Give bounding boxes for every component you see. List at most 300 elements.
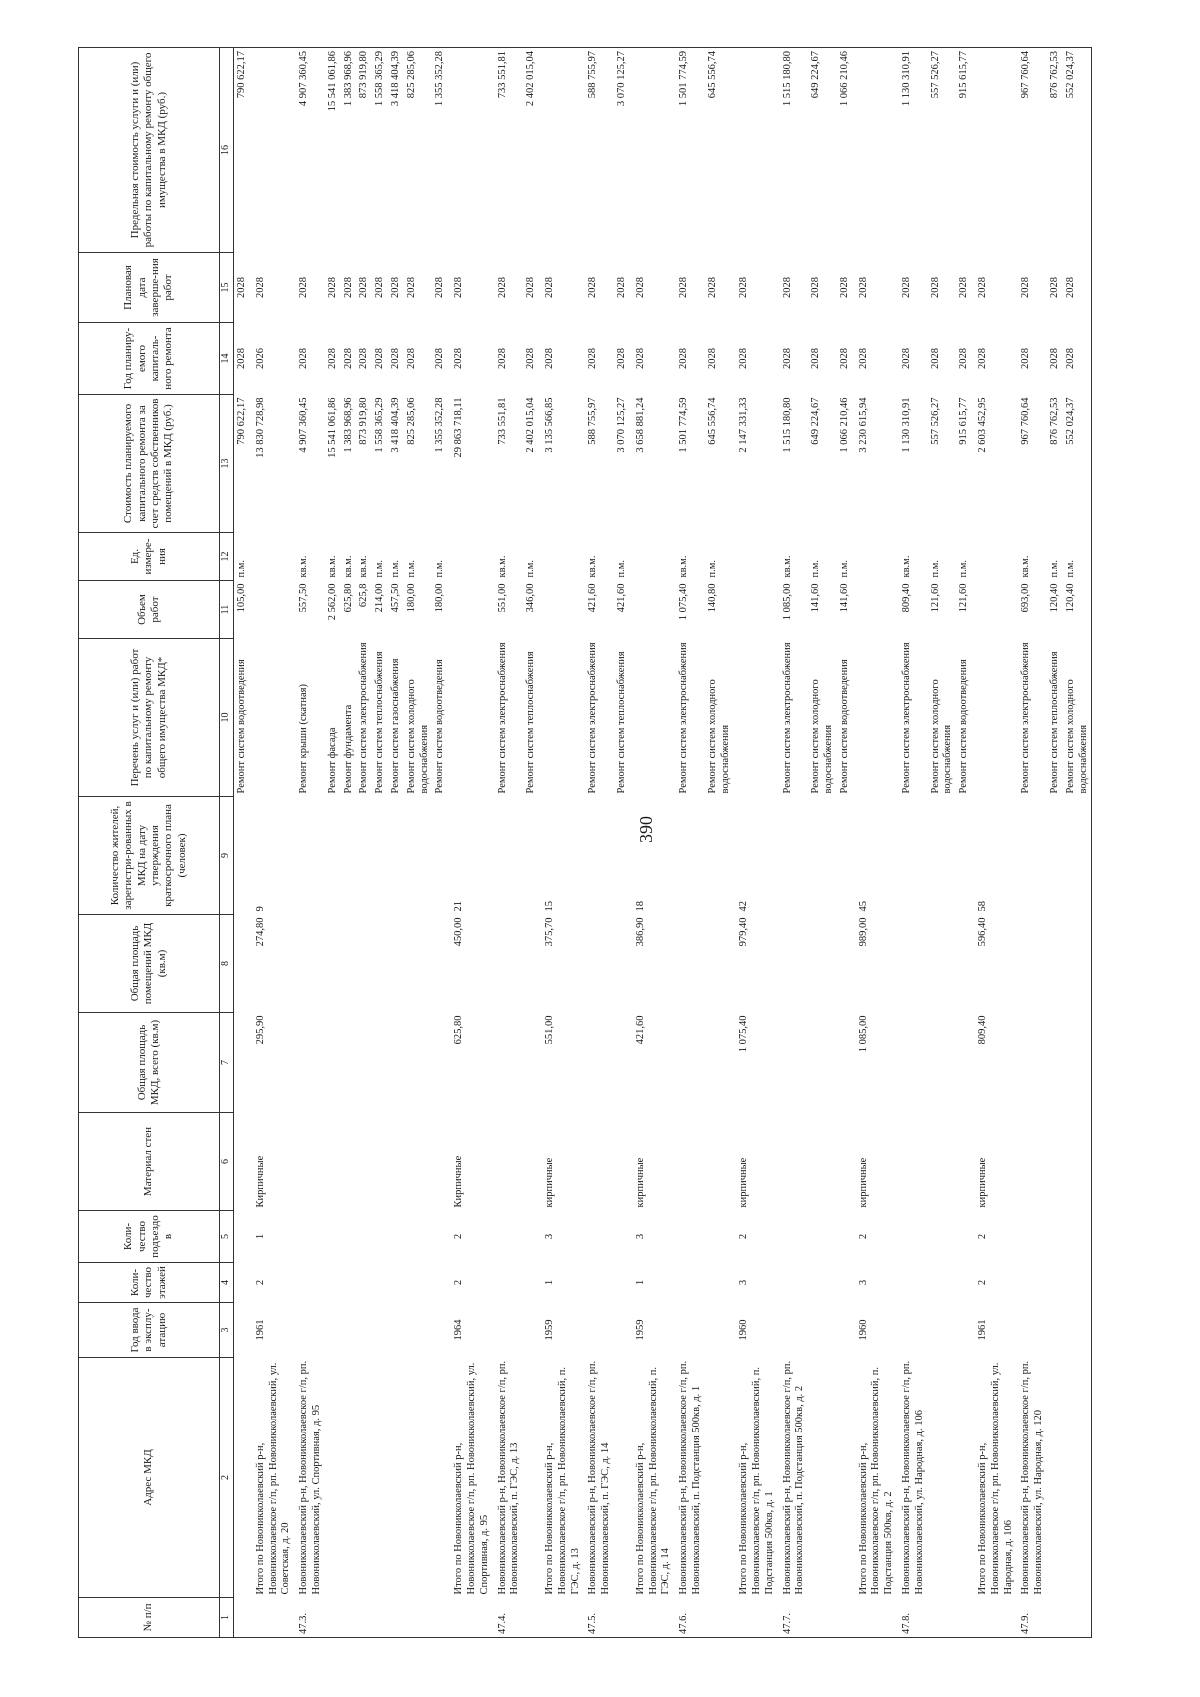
volume-cell: 121,60	[929, 583, 941, 613]
row-number	[250, 1598, 294, 1638]
total-area-cell	[778, 1013, 809, 1113]
building-row	[674, 48, 705, 1638]
work-type-cell: Ремонт систем водоотведения	[434, 659, 446, 794]
total-area-cell	[341, 1013, 357, 1113]
premises-area-cell	[583, 915, 614, 1013]
header-cell-volume: Объем работ	[79, 581, 220, 639]
repair-year-cell: 2028	[738, 348, 750, 369]
premises-area-cell: 450,00	[453, 917, 465, 947]
address-cell	[523, 1358, 539, 1598]
wall-material-cell	[356, 1113, 372, 1211]
end-date-cell: 2028	[678, 277, 690, 298]
end-date-cell: 2028	[254, 277, 266, 298]
repair-year-cell: 2028	[958, 348, 970, 369]
row-number: 47.9.	[1016, 1598, 1047, 1638]
residents-cell	[897, 797, 928, 915]
year-cell	[372, 1303, 388, 1358]
entrances-cell	[341, 1211, 357, 1263]
year-cell	[341, 1303, 357, 1358]
row-number: 47.5.	[583, 1598, 614, 1638]
total-area-cell	[356, 1013, 372, 1113]
volume-cell: 121,60	[958, 583, 970, 613]
volume-cell: 2 562,00	[326, 583, 338, 621]
year-cell	[404, 1303, 433, 1358]
wall-material-cell	[234, 1113, 250, 1211]
residents-cell	[614, 797, 630, 915]
floors-cell: 2	[977, 1279, 989, 1286]
work-type-cell: Ремонт систем холодного водоснабжения	[1063, 639, 1092, 797]
column-number: 3	[220, 1303, 234, 1358]
building-row	[897, 48, 928, 1638]
work-row	[404, 48, 433, 1638]
end-date-cell: 2028	[326, 277, 338, 298]
column-number: 13	[220, 395, 234, 533]
row-number	[733, 1598, 777, 1638]
floors-cell: 1	[543, 1279, 555, 1286]
address-cell: Новоникколаевский р-н, Новоникколаевское г/п, рп. Новоникколаевский, п. ГЭС, д. 14	[587, 1360, 612, 1595]
work-type-cell: Ремонт систем холодного водоснабжения	[405, 679, 430, 794]
residents-cell	[1016, 797, 1047, 915]
premises-area-cell	[1047, 915, 1063, 1013]
total-area-cell	[325, 1013, 341, 1113]
limit-cost-cell: 967 760,64	[1016, 48, 1047, 253]
wall-material-cell: Кирпичные	[453, 1155, 465, 1208]
premises-area-cell	[614, 915, 630, 1013]
limit-cost-cell: 790 622,17	[234, 48, 250, 253]
cost-cell: 967 760,64	[1020, 397, 1032, 445]
end-date-cell: 2028	[929, 277, 941, 298]
year-cell: 1961	[254, 1319, 266, 1341]
limit-cost-cell: 3 418 404,39	[388, 48, 404, 253]
cost-cell: 876 762,53	[1049, 397, 1061, 445]
work-row	[432, 48, 448, 1638]
repair-year-cell: 2028	[342, 348, 354, 369]
end-date-cell: 2028	[958, 277, 970, 298]
address-cell	[404, 1358, 433, 1598]
volume-cell	[733, 581, 777, 639]
entrances-cell: 2	[977, 1233, 989, 1240]
work-type-cell	[733, 639, 777, 797]
unit-cell: кв.м.	[342, 555, 354, 578]
floors-cell: 2	[453, 1279, 465, 1286]
year-cell	[432, 1303, 448, 1358]
row-number	[388, 1598, 404, 1638]
cost-cell: 15 541 061,86	[326, 397, 338, 458]
premises-area-cell: 979,40	[738, 917, 750, 947]
premises-area-cell	[234, 915, 250, 1013]
cost-cell: 588 755,97	[587, 397, 599, 445]
row-number	[404, 1598, 433, 1638]
address-cell: Итого по Новоникколаевский р-н, Новоникколаевское г/п, рп. Новоникколаевский, ул. Советская, д. 20	[254, 1362, 292, 1595]
row-number: 47.3.	[294, 1598, 325, 1638]
limit-cost-cell: 733 551,81	[493, 48, 524, 253]
residents-cell	[705, 797, 734, 915]
unit-cell: п.м.	[838, 559, 850, 578]
work-row	[837, 48, 853, 1638]
total-area-cell: 625,80	[453, 1015, 465, 1045]
end-date-cell: 2028	[857, 277, 869, 298]
limit-cost-cell: 1 130 310,91	[897, 48, 928, 253]
repair-year-cell: 2028	[678, 348, 690, 369]
end-date-cell: 2028	[405, 277, 417, 298]
header-cell-address: Адрес МКД	[79, 1358, 220, 1598]
volume-cell	[972, 581, 1016, 639]
end-date-cell: 2028	[781, 277, 793, 298]
wall-material-cell	[341, 1113, 357, 1211]
repair-year-cell: 2028	[496, 348, 508, 369]
unit-cell	[539, 533, 583, 581]
header-cell-limit-cost: Предельная стоимость услуги и (или) работы по капитальному ремонту общего имущества в МКД (руб.)	[79, 48, 220, 253]
column-number: 6	[220, 1113, 234, 1211]
floors-cell	[674, 1263, 705, 1303]
limit-cost-cell: 825 285,06	[404, 48, 433, 253]
limit-cost-cell: 1 558 365,29	[372, 48, 388, 253]
cost-cell: 1 355 352,28	[434, 397, 446, 453]
residents-cell	[404, 797, 433, 915]
limit-cost-cell	[853, 48, 897, 253]
total-area-cell	[294, 1013, 325, 1113]
residents-cell: 58	[977, 901, 989, 912]
column-number: 7	[220, 1013, 234, 1113]
row-number	[325, 1598, 341, 1638]
year-cell	[614, 1303, 630, 1358]
work-type-cell: Ремонт систем водоотведения	[958, 659, 970, 794]
cost-cell: 2 402 015,04	[525, 397, 537, 453]
column-number: 8	[220, 915, 234, 1013]
volume-cell	[630, 581, 674, 639]
unit-cell: п.м.	[374, 559, 386, 578]
floors-cell	[837, 1263, 853, 1303]
row-number	[1063, 1598, 1092, 1638]
year-cell	[493, 1303, 524, 1358]
floors-cell	[614, 1263, 630, 1303]
end-date-cell: 2028	[615, 277, 627, 298]
total-area-cell	[372, 1013, 388, 1113]
cost-cell: 3 658 881,24	[634, 397, 646, 453]
column-number: 14	[220, 323, 234, 395]
entrances-cell	[1016, 1211, 1047, 1263]
repair-year-cell: 2028	[857, 348, 869, 369]
row-number	[341, 1598, 357, 1638]
page-number: 390	[636, 816, 656, 843]
end-date-cell: 2028	[543, 277, 555, 298]
cost-cell: 645 556,74	[706, 397, 718, 445]
volume-cell	[448, 581, 492, 639]
entrances-cell	[674, 1211, 705, 1263]
address-cell: Новоникколаевский р-н, Новоникколаевское г/п, рп. Новоникколаевский, ул. Спортивная, д. 95	[298, 1360, 322, 1595]
floors-cell	[778, 1263, 809, 1303]
floors-cell	[897, 1263, 928, 1303]
address-cell: Новоникколаевский р-н, Новоникколаевское г/п, рп. Новоникколаевский, ул. Народная, д. 106	[901, 1360, 925, 1595]
wall-material-cell	[705, 1113, 734, 1211]
wall-material-cell: кирпичные	[857, 1157, 869, 1208]
work-row	[928, 48, 957, 1638]
limit-cost-cell: 4 907 360,45	[294, 48, 325, 253]
cost-cell: 915 615,77	[958, 397, 970, 445]
residents-cell: 45	[857, 901, 869, 912]
volume-cell: 214,00	[374, 583, 386, 613]
total-area-cell	[388, 1013, 404, 1113]
address-cell	[234, 1358, 250, 1598]
wall-material-cell	[778, 1113, 809, 1211]
column-number: 16	[220, 48, 234, 253]
floors-cell: 3	[857, 1279, 869, 1286]
wall-material-cell	[372, 1113, 388, 1211]
work-row	[234, 48, 250, 1638]
end-date-cell: 2028	[342, 277, 354, 298]
address-cell	[1063, 1358, 1092, 1598]
entrances-cell: 3	[634, 1233, 646, 1240]
row-number	[614, 1598, 630, 1638]
premises-area-cell	[837, 915, 853, 1013]
cost-cell: 557 526,27	[929, 397, 941, 445]
work-row	[523, 48, 539, 1638]
row-number	[837, 1598, 853, 1638]
residents-cell	[432, 797, 448, 915]
wall-material-cell	[432, 1113, 448, 1211]
repair-year-cell: 2028	[977, 348, 989, 369]
volume-cell: 346,00	[525, 583, 537, 613]
premises-area-cell: 274,80	[254, 917, 266, 947]
column-number-row	[220, 48, 234, 1638]
total-area-cell	[956, 1013, 972, 1113]
repair-year-cell: 2028	[374, 348, 386, 369]
total-area-cell: 421,60	[634, 1015, 646, 1045]
work-type-cell	[448, 639, 492, 797]
volume-cell: 141,60	[810, 583, 822, 613]
total-area-cell: 551,00	[543, 1015, 555, 1045]
work-type-cell: Ремонт систем электроснабжения	[1020, 642, 1032, 794]
address-cell: Итого по Новоникколаевский р-н, Новоникколаевское г/п, рп. Новоникколаевский, ул. Спортивная, д. 95	[453, 1362, 490, 1595]
limit-cost-cell: 1 501 774,59	[674, 48, 705, 253]
wall-material-cell: кирпичные	[977, 1157, 989, 1208]
unit-cell: п.м.	[236, 559, 247, 578]
year-cell: 1960	[738, 1319, 750, 1341]
volume-cell: 180,00	[434, 583, 446, 613]
entrances-cell	[1063, 1211, 1092, 1263]
volume-cell: 180,00	[405, 583, 417, 613]
residents-cell	[928, 797, 957, 915]
year-cell: 1964	[453, 1319, 465, 1341]
end-date-cell: 2028	[810, 277, 822, 298]
limit-cost-cell: 1 515 180,80	[778, 48, 809, 253]
unit-cell: кв.м.	[901, 555, 913, 578]
wall-material-cell	[583, 1113, 614, 1211]
limit-cost-cell: 649 224,67	[808, 48, 837, 253]
total-area-cell	[583, 1013, 614, 1113]
column-number: 2	[220, 1358, 234, 1598]
premises-area-cell	[325, 915, 341, 1013]
address-cell	[372, 1358, 388, 1598]
end-date-cell: 2028	[1020, 277, 1032, 298]
year-cell	[837, 1303, 853, 1358]
work-type-cell: Ремонт систем электроснабжения	[587, 642, 599, 794]
unit-cell	[853, 533, 897, 581]
premises-area-cell	[388, 915, 404, 1013]
cost-cell: 3 070 125,27	[615, 397, 627, 453]
unit-cell: кв.м.	[1020, 555, 1032, 578]
residents-cell: 18	[634, 901, 646, 912]
work-type-cell: Ремонт систем электроснабжения	[781, 642, 793, 794]
cost-cell: 649 224,67	[810, 397, 822, 445]
volume-cell: 140,80	[706, 583, 718, 613]
wall-material-cell: Кирпичные	[254, 1155, 266, 1208]
premises-area-cell: 596,40	[977, 917, 989, 947]
premises-area-cell: 375,70	[543, 917, 555, 947]
work-type-cell: Ремонт систем электроснабжения	[678, 642, 690, 794]
volume-cell: 551,00	[496, 583, 508, 613]
end-date-cell: 2028	[587, 277, 599, 298]
wall-material-cell	[388, 1113, 404, 1211]
unit-cell: п.м.	[706, 559, 718, 578]
cost-cell: 825 285,06	[405, 397, 417, 445]
premises-area-cell	[928, 915, 957, 1013]
end-date-cell: 2028	[525, 277, 537, 298]
floors-cell	[388, 1263, 404, 1303]
header-cell-floors: Коли-чество этажей	[79, 1263, 220, 1303]
column-number: 9	[220, 797, 234, 915]
building-row	[493, 48, 524, 1638]
address-cell	[356, 1358, 372, 1598]
end-date-cell: 2028	[374, 277, 386, 298]
total-area-cell: 1 075,40	[738, 1015, 750, 1053]
work-row	[372, 48, 388, 1638]
floors-cell	[1016, 1263, 1047, 1303]
row-number	[972, 1598, 1016, 1638]
row-number	[1047, 1598, 1063, 1638]
entrances-cell	[234, 1211, 250, 1263]
limit-cost-cell	[539, 48, 583, 253]
floors-cell	[956, 1263, 972, 1303]
limit-cost-cell: 15 541 061,86	[325, 48, 341, 253]
floors-cell	[294, 1263, 325, 1303]
work-row	[705, 48, 734, 1638]
repair-year-cell: 2028	[453, 348, 465, 369]
floors-cell	[432, 1263, 448, 1303]
unit-cell	[250, 533, 294, 581]
repair-year-cell: 2028	[901, 348, 913, 369]
year-cell	[928, 1303, 957, 1358]
year-cell	[294, 1303, 325, 1358]
address-cell	[1047, 1358, 1063, 1598]
volume-cell: 1 075,40	[678, 583, 690, 621]
building-row	[583, 48, 614, 1638]
floors-cell: 3	[738, 1279, 750, 1286]
limit-cost-cell	[733, 48, 777, 253]
column-number: 1	[220, 1598, 234, 1638]
residents-cell	[294, 797, 325, 915]
limit-cost-cell: 552 024,37	[1063, 48, 1092, 253]
total-area-cell	[928, 1013, 957, 1113]
year-cell	[1047, 1303, 1063, 1358]
residents-cell	[837, 797, 853, 915]
cost-cell: 873 919,80	[358, 397, 370, 445]
unit-cell: кв.м.	[358, 555, 370, 578]
cost-cell: 790 622,17	[236, 397, 247, 445]
premises-area-cell	[808, 915, 837, 1013]
unit-cell: п.м.	[1063, 533, 1092, 581]
repair-year-cell: 2028	[405, 348, 417, 369]
residents-cell: 9	[254, 906, 266, 912]
repair-year-cell: 2028	[1020, 348, 1032, 369]
total-area-cell	[523, 1013, 539, 1113]
residents-cell: 21	[453, 901, 465, 912]
entrances-cell	[897, 1211, 928, 1263]
work-type-cell: Ремонт фасада	[326, 727, 338, 794]
cost-cell: 1 515 180,80	[781, 397, 793, 453]
limit-cost-cell: 1 066 210,46	[837, 48, 853, 253]
work-row	[356, 48, 372, 1638]
floors-cell: 2	[254, 1279, 266, 1286]
floors-cell	[356, 1263, 372, 1303]
limit-cost-cell: 1 383 968,96	[341, 48, 357, 253]
total-area-cell	[614, 1013, 630, 1113]
residents-cell	[808, 797, 837, 915]
row-number	[523, 1598, 539, 1638]
floors-cell: 1	[634, 1279, 646, 1286]
address-cell	[956, 1358, 972, 1598]
unit-cell: п.м.	[958, 559, 970, 578]
entrances-cell: 2	[738, 1233, 750, 1240]
limit-cost-cell: 3 070 125,27	[614, 48, 630, 253]
row-number	[928, 1598, 957, 1638]
limit-cost-cell	[250, 48, 294, 253]
year-cell	[705, 1303, 734, 1358]
limit-cost-cell	[972, 48, 1016, 253]
address-cell: Новоникколаевский р-н, Новоникколаевское г/п, рп. Новоникколаевский, п. Подстанция 500кв, д. 1	[678, 1360, 702, 1595]
end-date-cell: 2028	[706, 277, 718, 298]
repair-year-cell: 2028	[1049, 348, 1061, 369]
entrances-cell: 3	[543, 1233, 555, 1240]
cost-cell: 1 130 310,91	[901, 397, 913, 453]
total-area-cell	[234, 1013, 250, 1113]
floors-cell	[583, 1263, 614, 1303]
repair-year-cell: 2028	[929, 348, 941, 369]
floors-cell	[493, 1263, 524, 1303]
total-row	[539, 48, 583, 1638]
limit-cost-cell	[448, 48, 492, 253]
address-cell: Итого по Новоникколаевский р-н, Новоникколаевское г/п, рп. Новоникколаевский, п. Подстанция 500кв, д. 1	[738, 1367, 775, 1595]
premises-area-cell: 386,90	[634, 917, 646, 947]
work-type-cell: Ремонт систем электроснабжения	[496, 642, 508, 794]
premises-area-cell	[341, 915, 357, 1013]
unit-cell: п.м.	[1049, 559, 1061, 578]
total-row	[250, 48, 294, 1638]
header-cell-number: № п/п	[79, 1598, 220, 1638]
premises-area-cell	[372, 915, 388, 1013]
work-type-cell: Ремонт систем теплоснабжения	[374, 651, 386, 794]
floors-cell	[234, 1263, 250, 1303]
address-cell: Новоникколаевский р-н, Новоникколаевское г/п, рп. Новоникколаевский, ул. Народная, д. 120	[1020, 1360, 1045, 1595]
residents-cell	[956, 797, 972, 915]
column-number: 11	[220, 581, 234, 639]
premises-area-cell	[956, 915, 972, 1013]
work-row	[341, 48, 357, 1638]
volume-cell: 120,40	[1063, 581, 1092, 639]
floors-cell	[1063, 1263, 1092, 1303]
premises-area-cell	[356, 915, 372, 1013]
repair-year-cell: 2028	[634, 348, 646, 369]
end-date-cell: 2028	[434, 277, 446, 298]
rotated-table-sheet	[78, 48, 1190, 1638]
repair-year-cell: 2028	[326, 348, 338, 369]
total-area-cell	[705, 1013, 734, 1113]
header-cell-entrances: Коли-чество подъездов	[79, 1211, 220, 1263]
work-row	[388, 48, 404, 1638]
entrances-cell	[808, 1211, 837, 1263]
row-number: 47.4.	[493, 1598, 524, 1638]
total-area-cell	[897, 1013, 928, 1113]
